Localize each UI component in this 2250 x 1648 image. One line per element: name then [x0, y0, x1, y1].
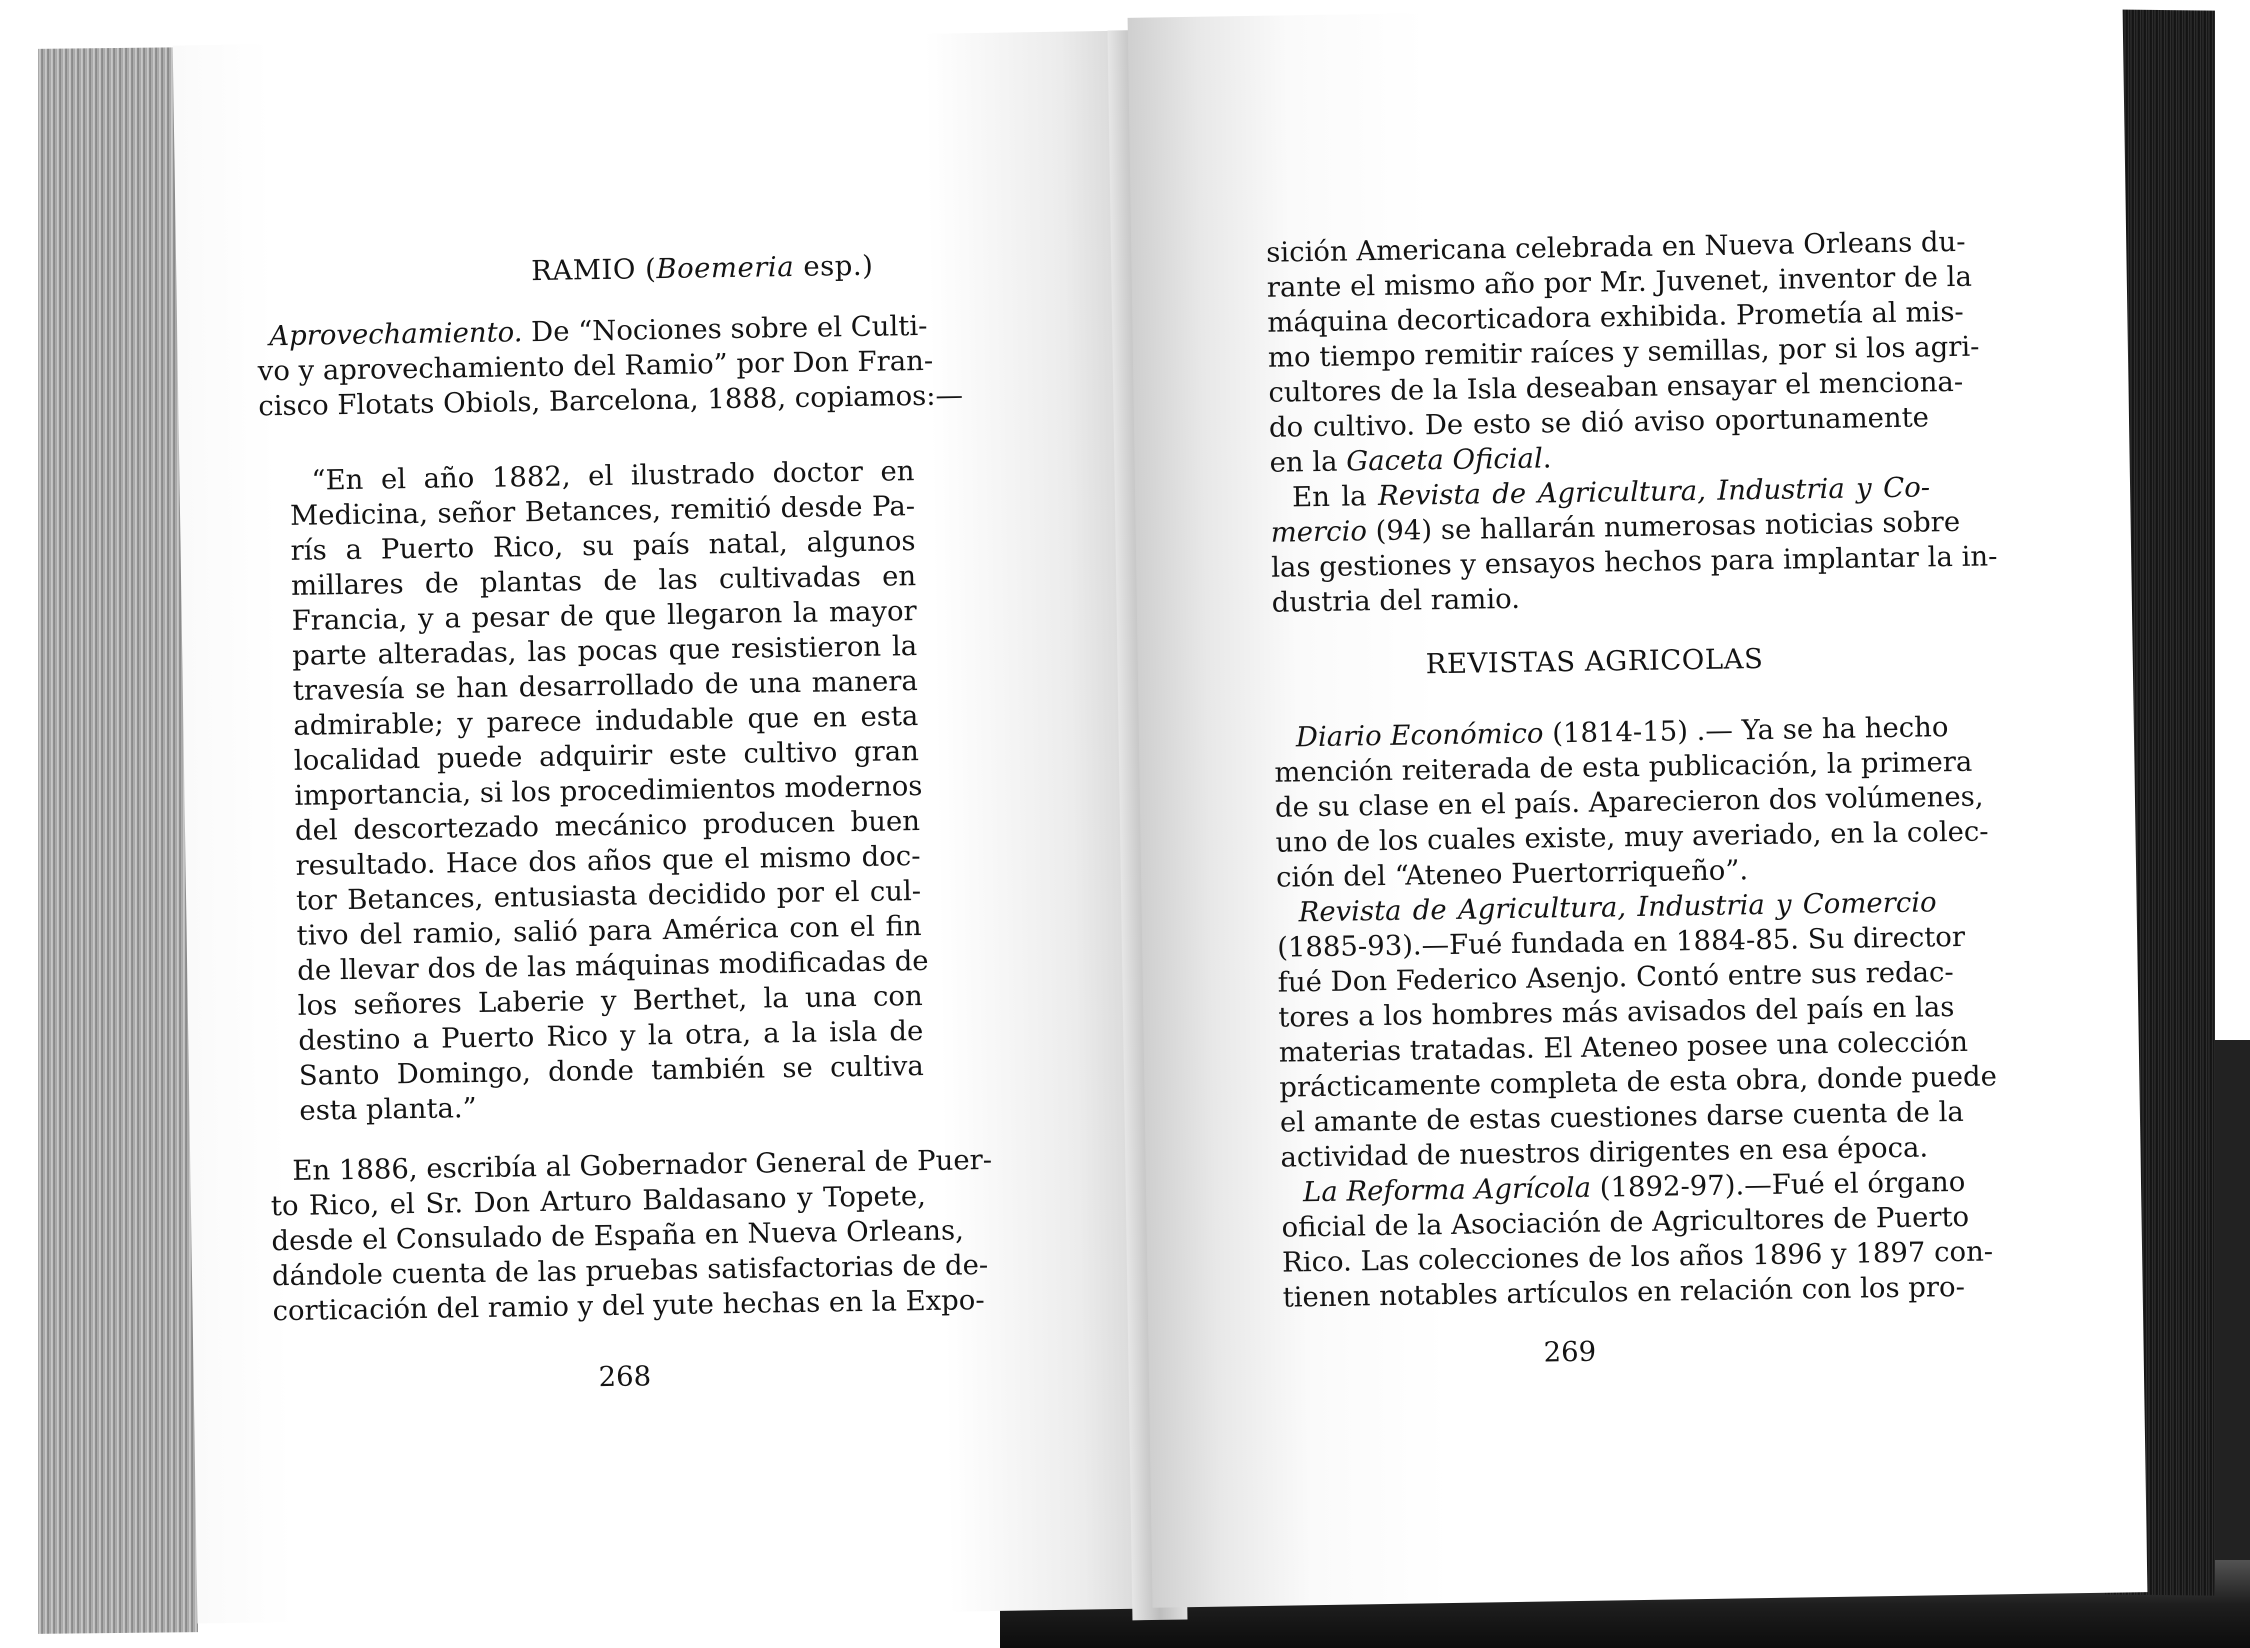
text-line: travesía se han desarrollado de una manera	[292, 665, 918, 707]
text-line: de llevar dos de las máquinas modificadas de	[296, 944, 929, 987]
text-run: En la	[1291, 480, 1379, 514]
text-run: uno de los cuales existe, muy averiado, en la colec-	[1275, 815, 1989, 859]
text-line: millares de plantas de las cultivadas en	[290, 560, 917, 602]
text-line: En 1886, escribía al Gobernador General de Puer-	[292, 1143, 993, 1187]
text-run: fué Don Federico Asenjo. Contó entre sus redac-	[1277, 956, 1954, 999]
text-run: las gestiones y ensayos hechos para implantar la in-	[1270, 540, 1998, 584]
text-line: corticación del ramio y del yute hechas en la Expo-	[272, 1284, 985, 1328]
text-run: cisco Flotats Obiols, Barcelona, 1888, copiamos:—	[258, 379, 964, 423]
italic-run: Gaceta Oficial	[1345, 442, 1543, 478]
italic-run: mercio	[1270, 515, 1368, 549]
page-number-right: 269	[1543, 1335, 1597, 1369]
italic-run: Revista de Agricultura, Industria y Comercio	[1298, 886, 1937, 929]
heading-rest: esp.)	[803, 249, 874, 283]
text-line: Francia, y a pesar de que llegaron la mayor	[291, 595, 917, 637]
text-line: Medicina, señor Betances, remitió desde Pa-	[289, 490, 916, 532]
text-run: do cultivo. De esto se dió aviso oportunamente	[1268, 401, 1930, 444]
text-run: mo tiempo remitir raíces y semillas, por si los agri-	[1267, 330, 1980, 374]
italic-run: Diario Económico	[1295, 717, 1544, 754]
text-line: admirable; y parece indudable que en esta	[293, 700, 919, 742]
text-run: de su clase en el país. Aparecieron dos volúmenes,	[1274, 780, 1984, 824]
text-run: en la	[1269, 445, 1347, 479]
text-line: Santo Domingo, donde también se cultiva	[298, 1050, 925, 1092]
text-line: del descortezado mecánico producen buen	[294, 805, 921, 847]
text-run: prácticamente completa de esta obra, donde puede	[1279, 1060, 1998, 1104]
text-line: importancia, si los procedimientos modernos	[294, 769, 923, 812]
italic-run: Aprovechamiento.	[268, 316, 523, 353]
text-line: resultado. Hace dos años que el mismo doc-	[295, 840, 921, 882]
text-run: (1892-97).—Fué el órgano	[1590, 1165, 1966, 1204]
heading-italic: Boemeria	[656, 250, 795, 286]
right-page	[1128, 2, 2148, 1607]
journal-entries	[1274, 710, 1998, 1315]
text-line: los señores Laberie y Berthet, la una con	[297, 980, 923, 1022]
text-run: dustria del ramio.	[1271, 582, 1521, 619]
intro-paragraph	[257, 309, 964, 424]
text-run: sición Americana celebrada en Nueva Orleans du-	[1266, 225, 1966, 269]
quoted-paragraph	[289, 454, 929, 1129]
page-number-left: 268	[598, 1360, 652, 1394]
text-run: Rico. Las colecciones de los años 1896 y 1897 con-	[1281, 1235, 1994, 1279]
text-run: (1885-93).—Fué fundada en 1884-85. Su director	[1276, 920, 1966, 964]
text-line: tor Betances, entusiasta decidido por el cul-	[295, 875, 922, 917]
text-run: .	[1542, 442, 1552, 475]
text-run: materias tratadas. El Ateneo posee una colección	[1278, 1025, 1969, 1069]
text-run: De “Nociones sobre el Culti-	[522, 309, 928, 349]
text-line: “En el año 1882, el ilustrado doctor en	[311, 455, 915, 497]
text-run: (1814-15) .— Ya se ha hecho	[1543, 711, 1949, 750]
heading-open-paren: (	[644, 253, 657, 286]
italic-run: Revista de Agricultura, Industria y Co-	[1377, 471, 1931, 513]
text-line: parte alteradas, las pocas que resistieron la	[292, 630, 918, 672]
text-run: máquina decorticadora exhibida. Prometía al mis-	[1267, 295, 1964, 339]
text-run: vo y aprovechamiento del Ramio” por Don Fran-	[257, 344, 934, 388]
section-heading-ramio	[531, 250, 874, 287]
text-run: tienen notables artículos en relación con los pro-	[1282, 1270, 1966, 1314]
text-run: el amante de estas cuestiones darse cuenta de la	[1279, 1095, 1964, 1139]
section-heading-revistas: REVISTAS AGRICOLAS	[1425, 643, 1764, 681]
left-page	[173, 31, 1163, 1624]
page-edges-left	[38, 47, 198, 1634]
text-run: (94) se hallarán numerosas noticias sobre	[1366, 505, 1961, 548]
text-line: to Rico, el Sr. Don Arturo Baldasano y Topete,	[270, 1179, 927, 1223]
text-run: tores a los hombres más avisados del país en las	[1278, 991, 1955, 1034]
text-line: tivo del ramio, salió para América con el fin	[296, 910, 922, 952]
text-line: rís a Puerto Rico, su país natal, algunos	[290, 525, 916, 567]
text-line: dándole cuenta de las pruebas satisfactorias de de-	[271, 1249, 989, 1293]
heading-caps: RAMIO	[530, 253, 637, 288]
text-run: rante el mismo año por Mr. Juvenet, inventor de la	[1266, 260, 1973, 304]
text-line: esta planta.”	[299, 1092, 477, 1127]
body-paragraph	[270, 1143, 993, 1329]
text-run: mención reiterada de esta publicación, la primera	[1274, 745, 1973, 789]
italic-run: La Reforma Agrícola	[1302, 1171, 1592, 1209]
text-line: localidad puede adquirir este cultivo gran	[293, 735, 920, 777]
text-run: oficial de la Asociación de Agricultores de Puerto	[1281, 1200, 1970, 1244]
continued-paragraph	[1266, 225, 1998, 620]
text-run: ción del “Ateneo Puertorriqueño”.	[1275, 854, 1749, 894]
text-line: destino a Puerto Rico y la otra, a la isla de	[298, 1015, 924, 1057]
text-line: desde el Consulado de España en Nueva Orleans,	[271, 1214, 965, 1258]
text-run: actividad de nuestros dirigentes en esa época.	[1280, 1131, 1929, 1174]
text-run: cultores de la Isla deseaban ensayar el menciona-	[1268, 365, 1964, 409]
table-shadow-right	[2215, 1040, 2250, 1560]
